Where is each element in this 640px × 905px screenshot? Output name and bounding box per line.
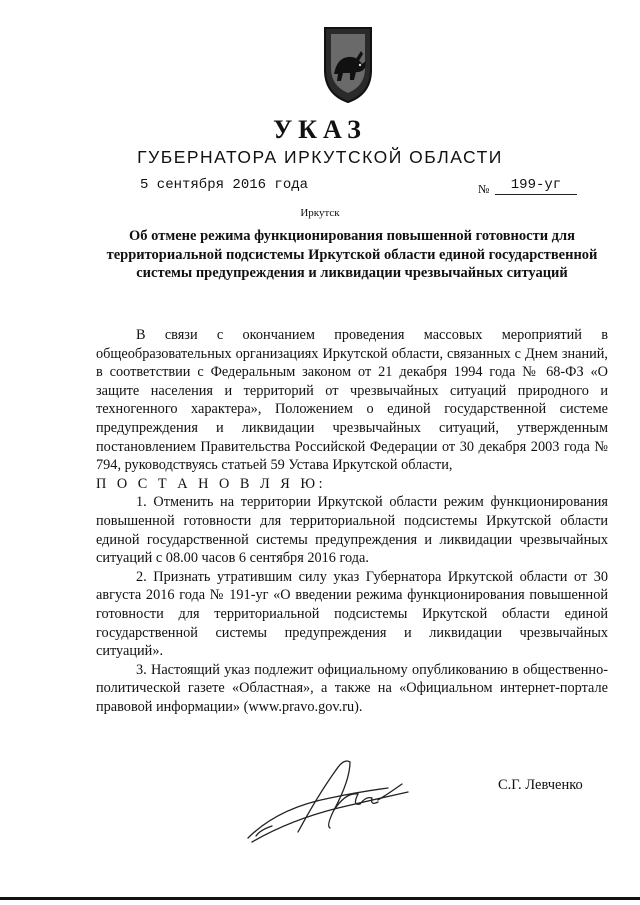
document-number: 199-уг (495, 177, 577, 195)
clause-1: 1. Отменить на территории Иркутской области режим функционирования повышенной готовности для территориальной подсистемы Иркутской области единой государственной системы предупреждения и ликвидации чрезвычайных ситуаций с 08.00 часов 6 сентября 2016 года. (96, 494, 608, 567)
signature-icon (238, 740, 418, 850)
document-city: Иркутск (300, 207, 340, 219)
document-type-title: УКАЗ (273, 115, 367, 144)
issuer-title: ГУБЕРНАТОРА ИРКУТСКОЙ ОБЛАСТИ (137, 147, 503, 167)
clause-2: 2. Признать утратившим силу указ Губернатора Иркутской области от 30 августа 2016 года № 191-уг «О введении режима функционирования повышенной готовности для территориальной подсистемы Иркутской области единой государственной системы предупреждения и ликвидации чрезвычайных ситуаций». (96, 568, 608, 660)
number-sign: № (478, 182, 490, 196)
coat-of-arms-icon (321, 24, 375, 104)
document-body (96, 326, 608, 716)
decree-word: П О С Т А Н О В Л Я Ю: (96, 475, 327, 492)
bottom-border (0, 897, 640, 900)
document-heading: Об отмене режима функционирования повышенной готовности для территориальной подсистемы Иркутской области единой государственной системы предупреждения и ликвидации чрезвычайных ситуаций (106, 228, 598, 281)
signer-name: С.Г. Левченко (498, 777, 583, 793)
document-date: 5 сентября 2016 года (140, 177, 309, 193)
clause-3: 3. Настоящий указ подлежит официальному опубликованию в общественно-политической газете «Областная», а также на «Официальном интернет-портале правовой информации» (www.pravo.gov.ru). (96, 661, 608, 715)
intro-paragraph: В связи с окончанием проведения массовых мероприятий в общеобразовательных организациях Иркутской области, связанных с Днем знаний, в соответствии с Федеральным законом от 21 декабря 1994 года № 68-ФЗ «О защите населения и территорий от чрезвычайных ситуаций природного и техногенного характера», Положением о единой государственной системе предупреждения и ликвидации чрезвычайных ситуаций, утвержденным постановлением Правительства Российской Федерации от 30 декабря 2003 года № 794, руководствуясь статьей 59 Устава Иркутской области, (96, 327, 608, 474)
